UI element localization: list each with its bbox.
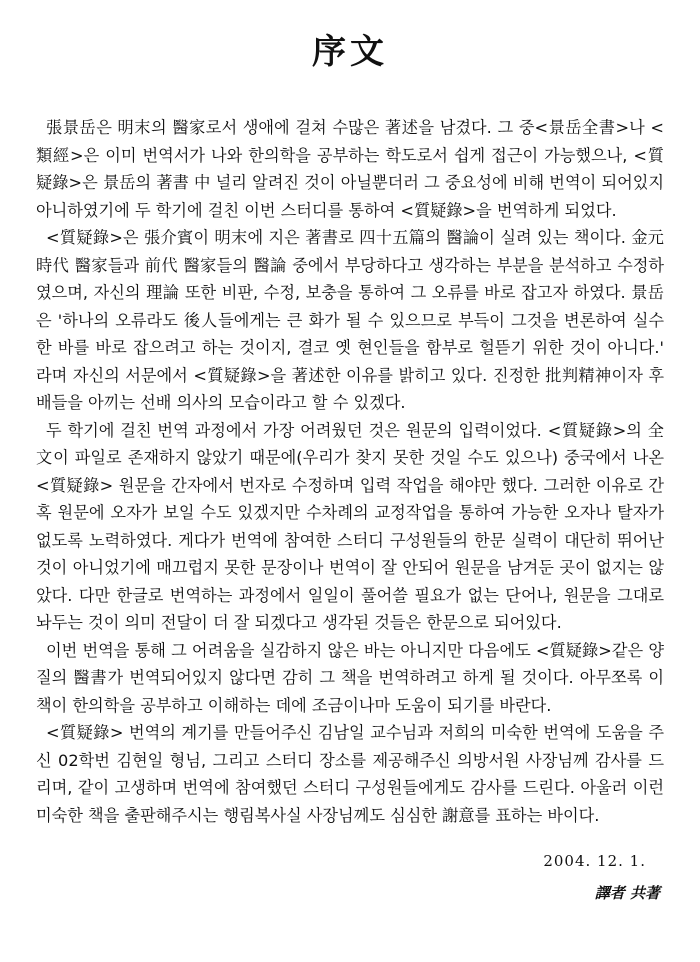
paragraph: <質疑錄>은 張介賓이 明末에 지은 著書로 四十五篇의 醫論이 실려 있는 책이다. 金元時代 醫家들과 前代 醫家들의 醫論 중에서 부당하다고 생각하는 부분을 분석하고 수정하였으며, 자신의 理論 또한 비판, 수정, 보충을 통하여 그 오류를 바로 잡고자 하였다. 景岳은 '하나의 오류라도 後人들에게는 큰 화가 될 수 있으므로 부득이 그것을 변론하여 실수한 바를 바로 잡으려고 하는 것이지, 결코 옛 현인들을 함부로 헐뜯기 위한 것이 아니다.' 라며 자신의 서문에서 <質疑錄>을 著述한 이유를 밝히고 있다. 진정한 批判精神이자 후배들을 아끼는 선배 의사의 모습이라고 할 수 있겠다.	[36, 228, 664, 412]
preface-body	[36, 114, 664, 829]
translator-signature: 譯者 共著	[594, 884, 660, 902]
paragraph: 이번 번역을 통해 그 어려움을 실감하지 않은 바는 아니지만 다음에도 <質疑錄>같은 양질의 醫書가 번역되어있지 않다면 감히 그 책을 번역하려고 하게 될 것이다. 아무쪼록 이 책이 한의학을 공부하고 이해하는 데에 조금이나마 도움이 되기를 바란다.	[36, 640, 664, 715]
paragraph: <質疑錄> 번역의 계기를 만들어주신 김남일 교수님과 저희의 미숙한 번역에 도움을 주신 02학번 김현일 형님, 그리고 스터디 장소를 제공해주신 의방서원 사장님께 감사를 드리며, 같이 고생하며 번역에 참여했던 스터디 구성원들에게도 감사를 드린다. 아울러 이런 미숙한 책을 출판해주시는 행림복사실 사장님께도 심심한 謝意를 표하는 바이다.	[36, 723, 664, 825]
page-title: 序文	[312, 32, 388, 72]
date-line: 2004. 12. 1.	[543, 852, 646, 870]
paragraph: 張景岳은 明末의 醫家로서 생애에 걸쳐 수많은 著述을 남겼다. 그 중<景岳全書>나 <類經>은 이미 번역서가 나와 한의학을 공부하는 학도로서 쉽게 접근이 가능했으나, <質疑錄>은 景岳의 著書 中 널리 알려진 것이 아닐뿐더러 그 중요성에 비해 번역이 되어있지 아니하였기에 두 학기에 걸친 이번 스터디를 통하여 <質疑錄>을 번역하게 되었다.	[36, 118, 664, 220]
paragraph: 두 학기에 걸친 번역 과정에서 가장 어려웠던 것은 원문의 입력이었다. <質疑錄>의 全文이 파일로 존재하지 않았기 때문에(우리가 찾지 못한 것일 수도 있으나) 중국에서 나온 <質疑錄> 원문을 간자에서 번자로 수정하며 입력 작업을 해야만 했다. 그러한 이유로 간혹 원문에 오자가 보일 수도 있겠지만 수차례의 교정작업을 통하여 가능한 오자나 탈자가 없도록 노력하였다. 게다가 번역에 참여한 스터디 구성원들의 한문 실력이 대단히 뛰어난 것이 아니었기에 매끄럽지 못한 문장이나 번역이 잘 안되어 원문을 남겨둔 곳이 없지는 않았다. 다만 한글로 번역하는 과정에서 일일이 풀어쓸 필요가 없는 단어나, 원문을 그대로 놔두는 것이 의미 전달이 더 잘 되겠다고 생각된 것들은 한문으로 되어있다.	[36, 420, 664, 632]
